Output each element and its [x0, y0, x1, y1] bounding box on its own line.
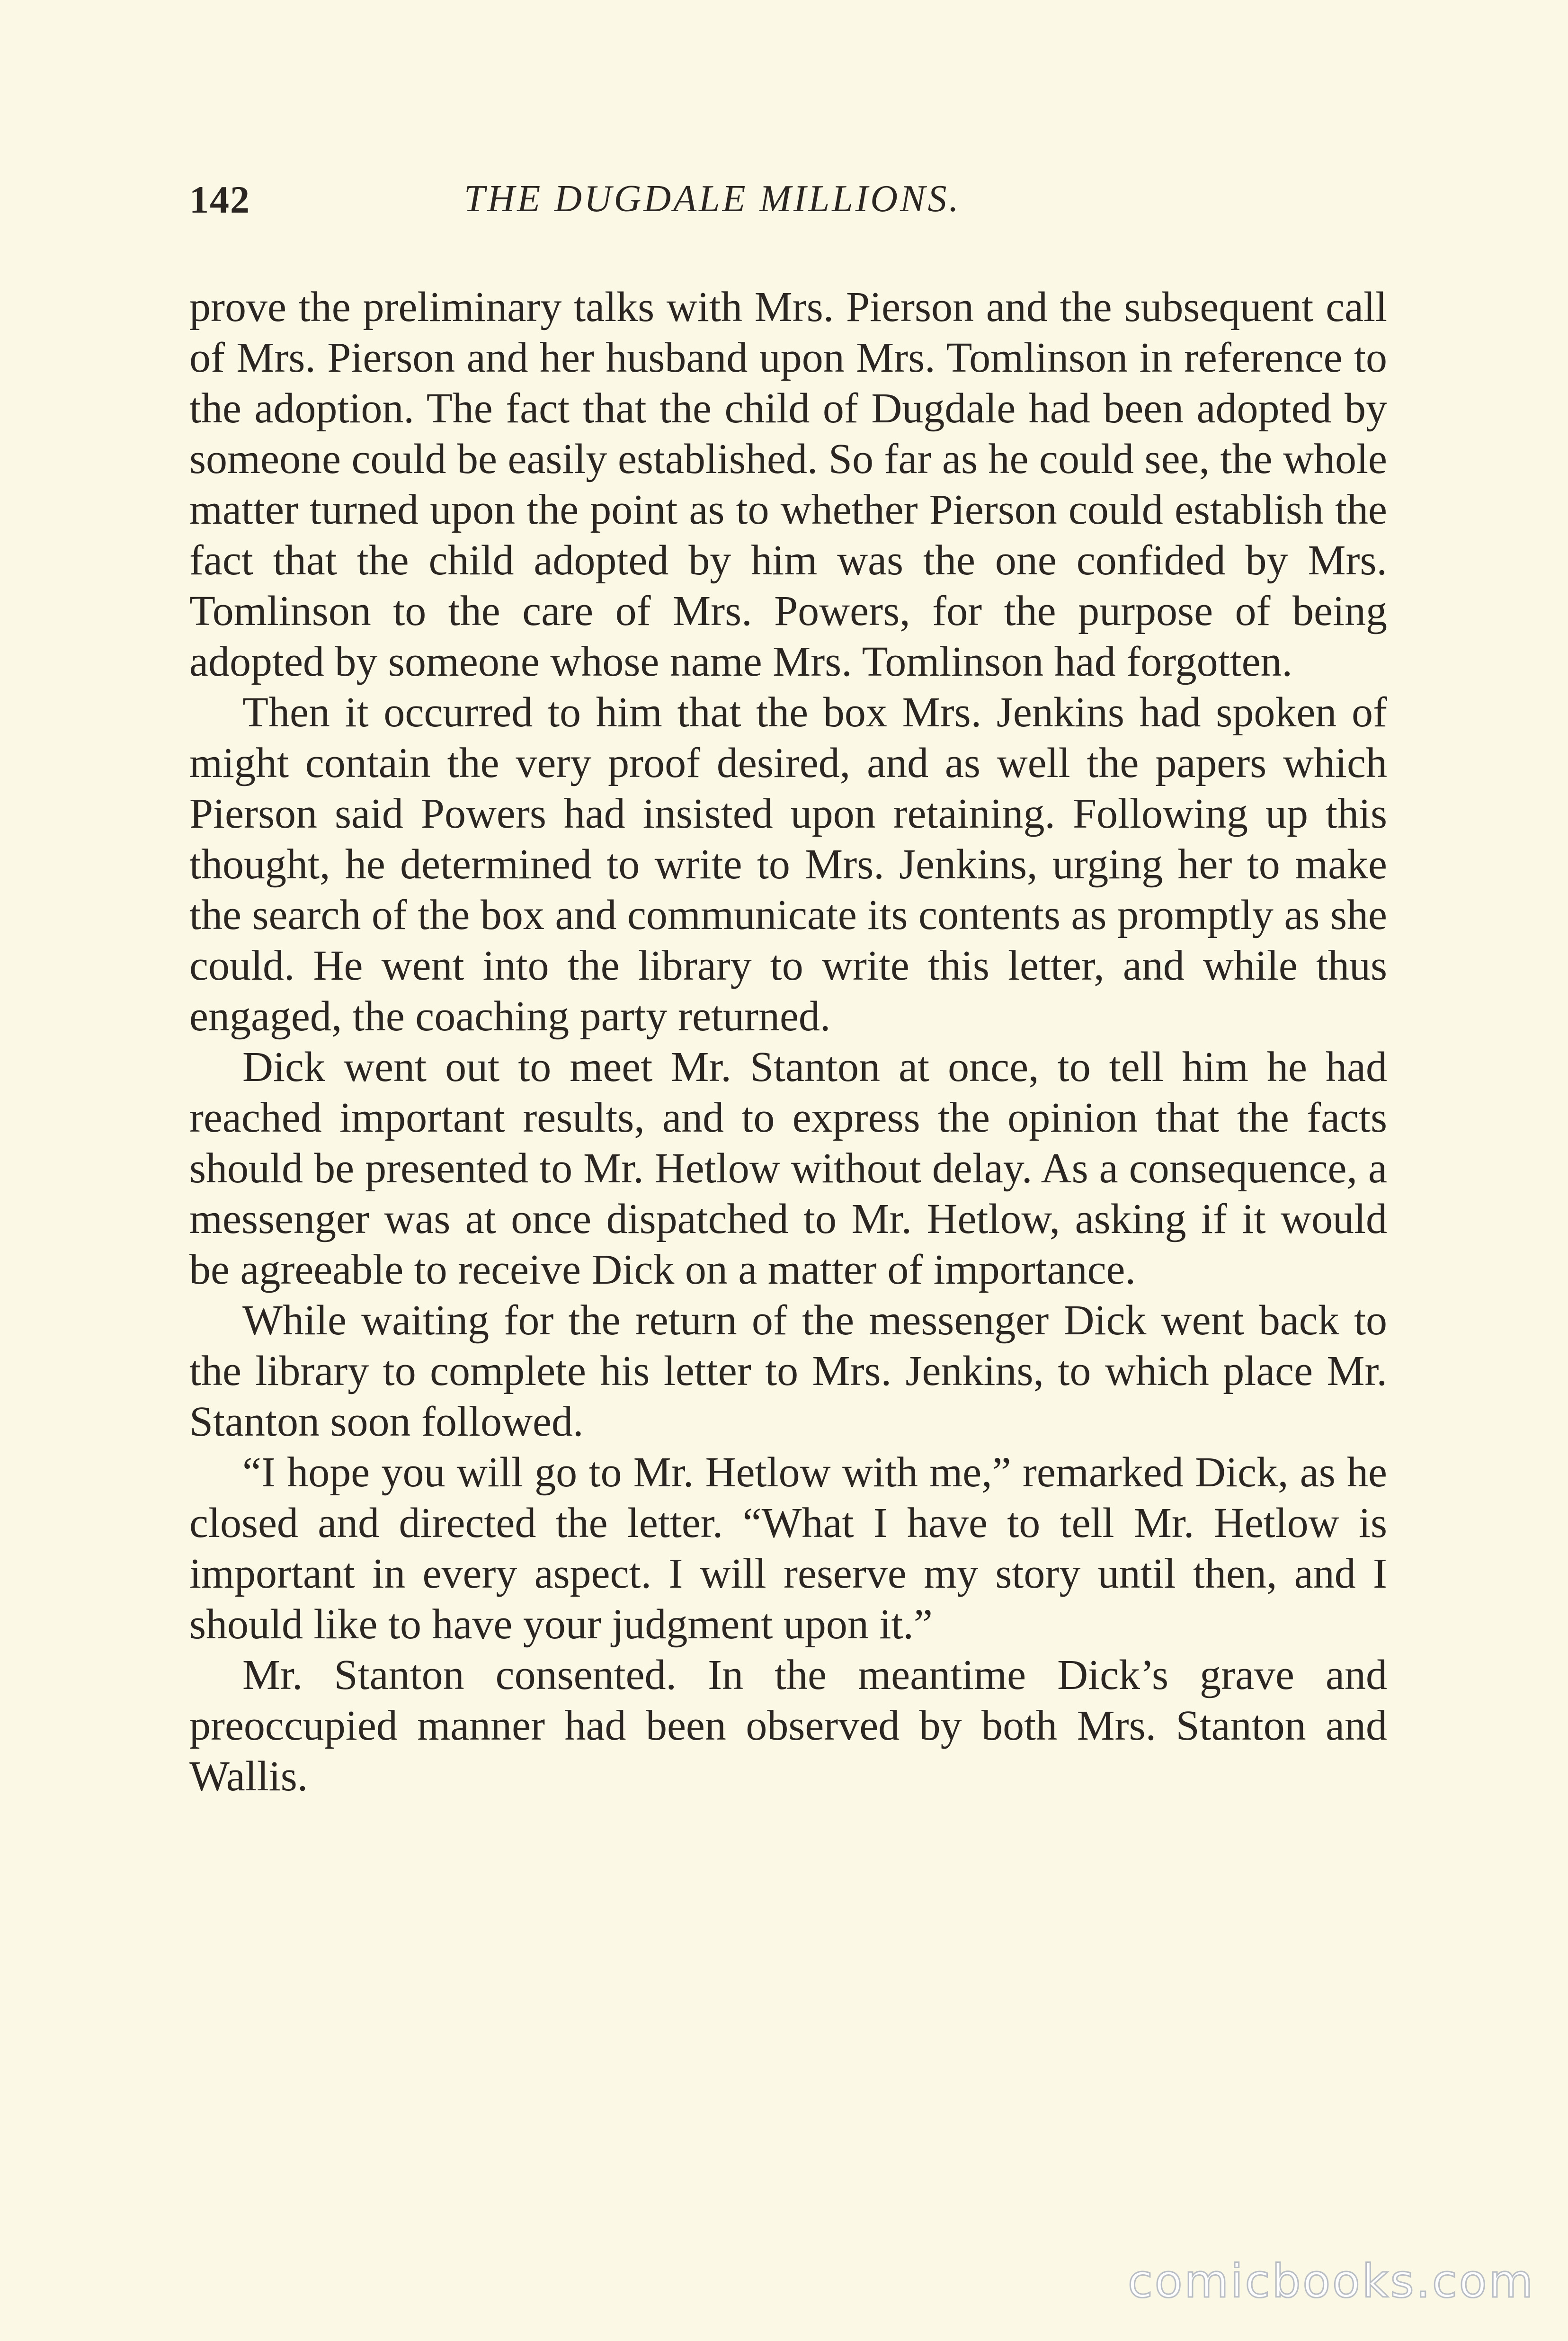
- page-header: [189, 178, 1392, 239]
- page-number: 142: [189, 178, 250, 221]
- paragraph-6: Mr. Stanton consented. In the meantime Dick’s grave and preoccupied manner had been observed by both Mrs. Stanton and Wallis.: [189, 1652, 1387, 1800]
- paragraph-1: prove the preliminary talks with Mrs. Pierson and the subsequent call of Mrs. Pierson and her husband upon Mrs. Tomlinson in reference to the adoption. The fact that the child of Dugdale had been adopted by someone could be easily established. So far as he could see, the whole matter turned upon the point as to whether Pierson could establish the fact that the child adopted by him was the one confided by Mrs. Tomlinson to the care of Mrs. Powers, for the purpose of being adopted by someone whose name Mrs. Tomlinson had forgotten.: [189, 284, 1387, 685]
- paragraph-5: “I hope you will go to Mr. Hetlow with me,” remarked Dick, as he closed and directed the letter. “What I have to tell Mr. Hetlow is important in every aspect. I will reserve my story until then, and I should like to have your judgment upon it.”: [189, 1449, 1387, 1648]
- running-title: THE DUGDALE MILLIONS.: [464, 178, 961, 220]
- paragraph-4: While waiting for the return of the messenger Dick went back to the library to complete his letter to Mrs. Jenkins, to which place Mr. Stanton soon followed.: [189, 1297, 1387, 1445]
- paragraph-2: Then it occurred to him that the box Mrs. Jenkins had spoken of might contain the very proof desired, and as well the papers which Pierson said Powers had insisted upon retaining. Following up this thought, he determined to write to Mrs. Jenkins, urging her to make the search of the box and communicate its contents as promptly as she could. He went into the library to write this letter, and while thus engaged, the coaching party returned.: [189, 689, 1387, 1040]
- body-text: [189, 282, 1387, 1802]
- paragraph-3: Dick went out to meet Mr. Stanton at once, to tell him he had reached important results, and to express the opinion that the facts should be presented to Mr. Hetlow without delay. As a consequence, a messenger was at once dispatched to Mr. Hetlow, asking if it would be agreeable to receive Dick on a matter of importance.: [189, 1044, 1387, 1293]
- watermark-logo: comicbooks.com: [1127, 2255, 1535, 2308]
